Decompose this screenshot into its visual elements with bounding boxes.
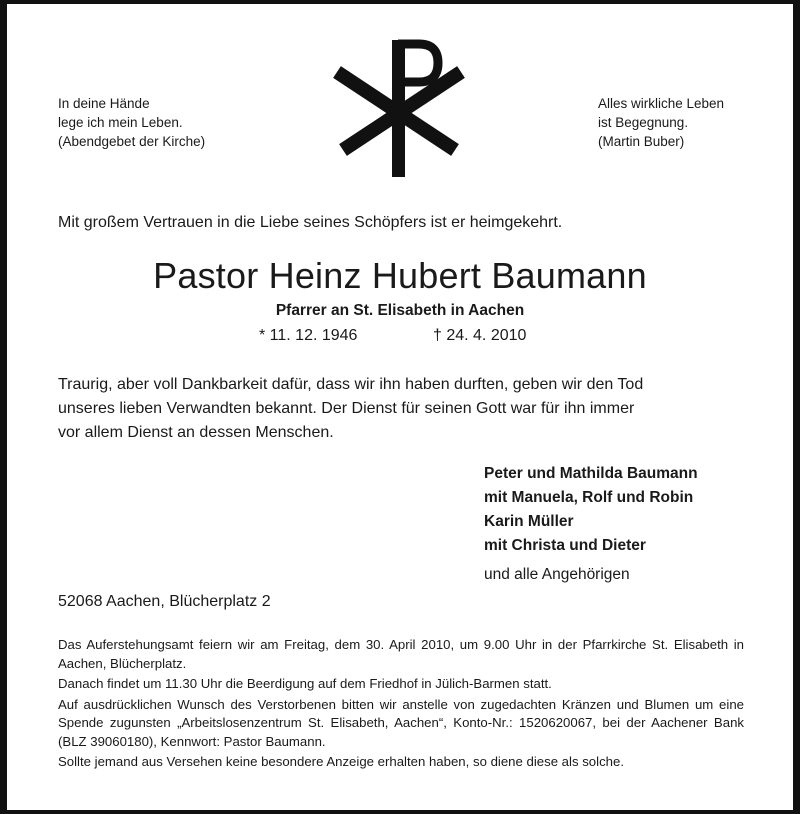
intro-sentence: Mit großem Vertrauen in die Liebe seines Schöpfers ist er heimgekehrt. — [58, 214, 563, 231]
deceased-role: Pfarrer an St. Elisabeth in Aachen — [275, 302, 525, 319]
quote-right-line-1: Alles wirkliche Leben — [598, 96, 725, 111]
mourner-others: und alle Angehörigen — [484, 566, 630, 583]
mourner-line: Peter und Mathilda Baumann — [484, 465, 698, 482]
quote-right — [598, 94, 724, 151]
mourner-line: mit Manuela, Rolf und Robin — [484, 489, 694, 506]
announcement-line-1: Traurig, aber voll Dankbarkeit dafür, dass wir ihn haben durften, geben wir den Tod — [58, 376, 644, 393]
announcement-line-3: vor allem Dienst an dessen Menschen. — [58, 424, 334, 441]
mourners-list — [484, 462, 698, 587]
announcement-text — [58, 373, 748, 445]
quote-left-line-1: In deine Hände — [58, 96, 150, 111]
quote-left-line-2: lege ich mein Leben. — [58, 115, 183, 130]
note-paragraph: Auf ausdrücklichen Wunsch des Verstorbenen bitten wir anstelle von zugedachten Kränzen und Blumen um eine Spende zugunsten „Arbeitslosenzentrum St. Elisabeth, Aachen“, Konto-Nr.: 1520620067, bei der Aachener Bank (BLZ 39060180), Kennwort: Pastor Baumann. — [58, 696, 744, 749]
mourner-line: mit Christa und Dieter — [484, 537, 646, 554]
note-paragraph: Danach findet um 11.30 Uhr die Beerdigung auf dem Friedhof in Jülich-Barmen statt. — [58, 676, 552, 691]
deceased-name: Pastor Heinz Hubert Baumann — [153, 255, 647, 296]
death-date: † 24. 4. 2010 — [433, 327, 527, 344]
chi-rho-icon — [331, 38, 467, 178]
mourner-line: Karin Müller — [484, 513, 574, 530]
quote-left — [58, 94, 205, 151]
note-paragraph: Das Auferstehungsamt feiern wir am Freitag, dem 30. April 2010, um 9.00 Uhr in der Pfarrkirche St. Elisabeth in Aachen, Blücherplatz. — [58, 637, 744, 671]
quote-right-line-2: ist Begegnung. — [598, 115, 689, 130]
family-address: 52068 Aachen, Blücherplatz 2 — [58, 593, 271, 610]
service-notes — [58, 636, 744, 774]
quote-left-line-3: (Abendgebet der Kirche) — [58, 134, 206, 149]
quote-right-line-3: (Martin Buber) — [598, 134, 685, 149]
announcement-line-2: unseres lieben Verwandten bekannt. Der Dienst für seinen Gott war für ihn immer — [58, 400, 635, 417]
note-paragraph: Sollte jemand aus Versehen keine besondere Anzeige erhalten haben, so diene diese als solche. — [58, 754, 624, 769]
birth-date: * 11. 12. 1946 — [259, 327, 358, 344]
